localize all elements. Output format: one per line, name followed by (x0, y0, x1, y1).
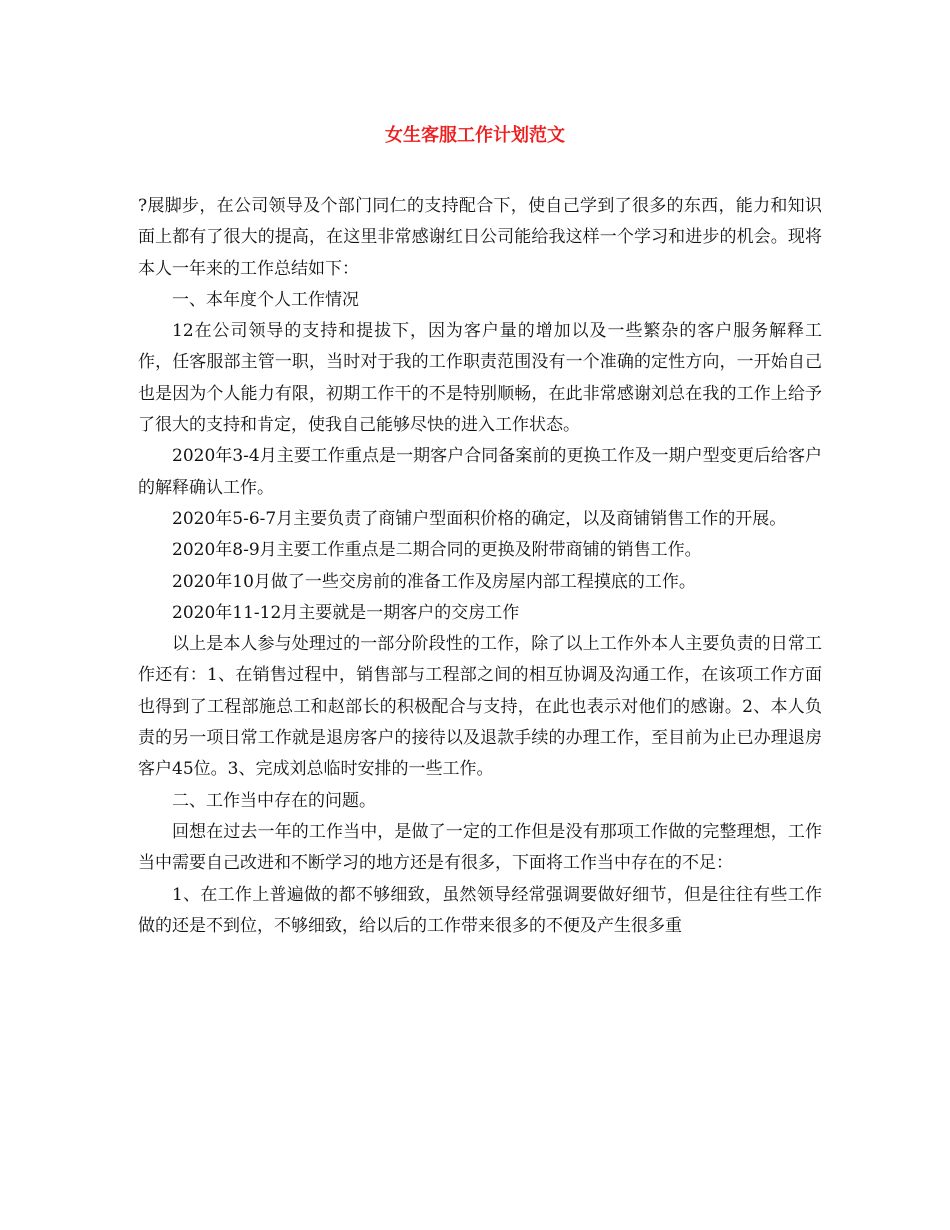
paragraph: 1、在工作上普遍做的都不够细致，虽然领导经常强调要做好细节，但是往往有些工作做的还是不到位，不够细致，给以后的工作带来很多的不便及产生很多重 (138, 884, 822, 936)
paragraph: 12在公司领导的支持和提拔下，因为客户量的增加以及一些繁杂的客户服务解释工作，任客服部主管一职，当时对于我的工作职责范围没有一个准确的定性方向，一开始自己也是因为个人能力有限，初期工作干的不是特别顺畅，在此非常感谢刘总在我的工作上给予了很大的支持和肯定，使我自己能够尽快的进入工作状态。 (138, 321, 822, 436)
paragraph: 2020年10月做了一些交房前的准备工作及房屋内部工程摸底的工作。 (172, 571, 696, 592)
paragraph: 回想在过去一年的工作当中，是做了一定的工作但是没有那项工作做的完整理想，工作当中需要自己改进和不断学习的地方还是有很多，下面将工作当中存在的不足： (138, 821, 822, 874)
paragraph: 2020年3-4月主要工作重点是一期客户合同备案前的更换工作及一期户型变更后给客户的解释确认工作。 (138, 446, 822, 498)
document-body (138, 191, 822, 942)
paragraph: 2020年8-9月主要工作重点是二期合同的更换及附带商铺的销售工作。 (172, 540, 702, 561)
paragraph: 2020年5-6-7月主要负责了商铺户型面积价格的确定，以及商铺销售工作的开展。 (172, 508, 787, 529)
paragraph: 以上是本人参与处理过的一部分阶段性的工作，除了以上工作外本人主要负责的日常工作还有：1、在销售过程中，销售部与工程部之间的相互协调及沟通工作，在该项工作方面也得到了工程部施总工和赵部长的积极配合与支持，在此也表示对他们的感谢。2、本人负责的另一项日常工作就是退房客户的接待以及退款手续的办理工作，至目前为止已办理退房客户45位。3、完成刘总临时安排的一些工作。 (138, 634, 822, 780)
document-title: 女生客服工作计划范文 (385, 125, 565, 146)
section-heading: 一、本年度个人工作情况 (172, 289, 359, 310)
paragraph: 2020年11-12月主要就是一期客户的交房工作 (172, 602, 520, 623)
section-heading: 二、工作当中存在的问题。 (172, 790, 376, 811)
paragraph: ?展脚步，在公司领导及个部门同仁的支持配合下，使自己学到了很多的东西，能力和知识面上都有了很大的提高，在这里非常感谢红日公司能给我这样一个学习和进步的机会。现将本人一年来的工作总结如下： (138, 196, 822, 279)
